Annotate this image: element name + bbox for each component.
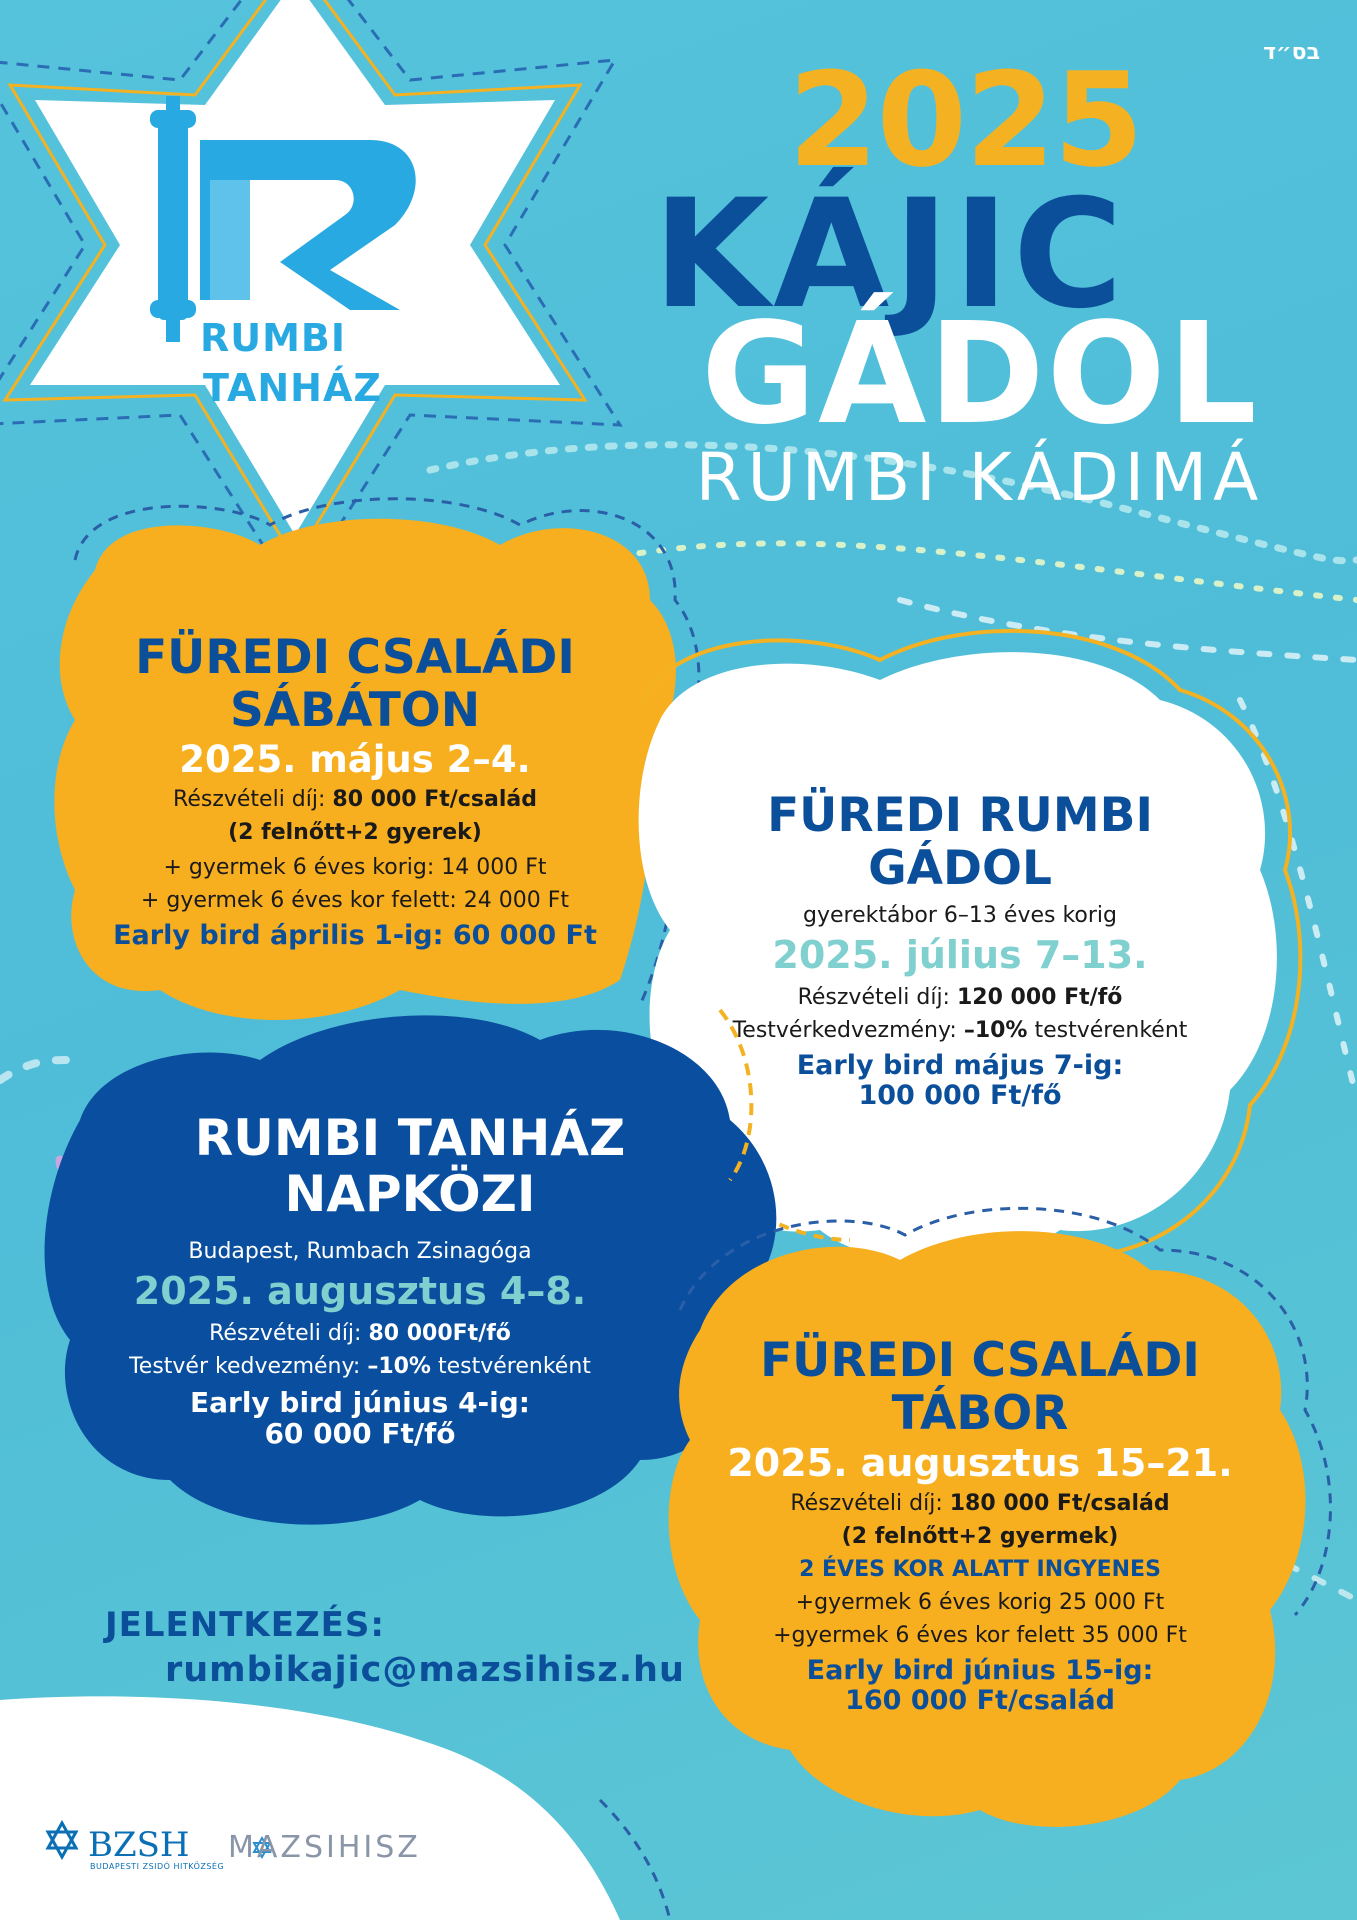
bsd-text: בס״ד: [1263, 40, 1320, 65]
tabor-fee: [700, 1487, 1260, 1520]
subtitle-kadima: RUMBI KÁDIMÁ: [695, 439, 1265, 516]
sabaton-title-1: FÜREDI CSALÁDI: [135, 630, 575, 685]
sabaton-date: 2025. május 2–4.: [179, 738, 531, 782]
gadol-early-bird-2: 100 000 Ft/fő: [858, 1080, 1062, 1112]
gadol-title-1: FÜREDI RUMBI: [767, 788, 1153, 843]
bzsh-logo-subtitle: BUDAPESTI ZSIDÓ HITKÖZSÉG: [90, 1862, 225, 1871]
tabor-extra-1: +gyermek 6 éves korig 25 000 Ft: [795, 1589, 1165, 1615]
tabor-fee-note: (2 felnőtt+2 gyermek): [841, 1523, 1119, 1549]
napkozi-sibling: [60, 1350, 660, 1383]
napkozi-place: Budapest, Rumbach Zsinagóga: [188, 1239, 532, 1264]
gadol-early-bird-1: Early bird május 7-ig:: [796, 1049, 1124, 1081]
sabaton-fee: [80, 783, 630, 816]
napkozi-early-bird-1: Early bird június 4-ig:: [189, 1385, 531, 1419]
tabor-fee-value: 180 000 Ft/család: [949, 1490, 1170, 1516]
gadol-title-2: GÁDOL: [868, 840, 1052, 896]
gadol-sibling-rest: testvérenként: [1027, 1017, 1188, 1043]
registration-email[interactable]: rumbikajic@mazsihisz.hu: [165, 1650, 685, 1690]
event-sabaton: [80, 632, 630, 951]
napkozi-early-bird-2: 60 000 Ft/fő: [264, 1416, 456, 1450]
napkozi-fee-value: 80 000Ft/fő: [368, 1320, 511, 1346]
event-gadol: [690, 790, 1230, 1111]
tabor-extra-2: +gyermek 6 éves kor felett 35 000 Ft: [773, 1622, 1187, 1648]
tabor-early-bird-2: 160 000 Ft/család: [845, 1685, 1115, 1717]
napkozi-fee: [60, 1317, 660, 1350]
napkozi-fee-label: Részvételi díj:: [209, 1320, 369, 1346]
sabaton-fee-label: Részvételi díj:: [173, 786, 333, 812]
event-tabor: [700, 1335, 1260, 1716]
registration-label: JELENTKEZÉS:: [105, 1605, 385, 1645]
gadol-desc: gyerektábor 6–13 éves korig: [803, 903, 1117, 929]
title-year: 2025: [788, 44, 1142, 196]
tabor-fee-label: Részvételi díj:: [790, 1490, 950, 1516]
gadol-fee: [690, 981, 1230, 1014]
logo-line1: RUMBI: [200, 316, 347, 360]
gadol-sibling-label: Testvérkedvezmény:: [732, 1017, 964, 1043]
napkozi-title-1: RUMBI TANHÁZ: [194, 1109, 626, 1167]
sabaton-extra-2: + gyermek 6 éves kor felett: 24 000 Ft: [140, 887, 570, 913]
gadol-sibling-value: –10%: [963, 1017, 1028, 1043]
tabor-title-2: TÁBOR: [891, 1385, 1069, 1441]
napkozi-sibling-value: –10%: [367, 1353, 431, 1379]
tabor-early-bird-1: Early bird június 15-ig:: [806, 1654, 1154, 1686]
gadol-sibling: [690, 1014, 1230, 1047]
sabaton-extra-1: + gyermek 6 éves korig: 14 000 Ft: [163, 854, 547, 880]
sabaton-fee-value: 80 000 Ft/család: [332, 786, 537, 812]
sabaton-title-2: SÁBÁTON: [229, 682, 481, 738]
tabor-title-1: FÜREDI CSALÁDI: [760, 1333, 1200, 1388]
event-napkozi-details: [60, 1235, 660, 1449]
tabor-free-under-2: 2 ÉVES KOR ALATT INGYENES: [799, 1556, 1161, 1582]
sabaton-early-bird: Early bird április 1-ig: 60 000 Ft: [113, 919, 597, 951]
napkozi-date: 2025. augusztus 4–8.: [133, 1269, 587, 1313]
event-napkozi: [135, 1110, 685, 1222]
sabaton-fee-note: (2 felnőtt+2 gyerek): [228, 819, 482, 845]
napkozi-sibling-rest: testvérenként: [430, 1353, 591, 1379]
tabor-date: 2025. augusztus 15–21.: [727, 1441, 1233, 1486]
bzsh-logo: BZSH: [88, 1825, 190, 1865]
mazsihisz-logo: MAZSIHISZ: [228, 1830, 421, 1865]
title-kajic: KÁJIC: [652, 168, 1128, 342]
title-gadol: GÁDOL: [701, 293, 1259, 456]
napkozi-title-2: NAPKÖZI: [284, 1165, 536, 1223]
gadol-date: 2025. július 7–13.: [772, 933, 1148, 978]
gadol-fee-label: Részvételi díj:: [797, 984, 957, 1010]
logo-line2: TANHÁZ: [203, 366, 382, 410]
napkozi-sibling-label: Testvér kedvezmény:: [129, 1353, 368, 1379]
gadol-fee-value: 120 000 Ft/fő: [956, 984, 1123, 1010]
